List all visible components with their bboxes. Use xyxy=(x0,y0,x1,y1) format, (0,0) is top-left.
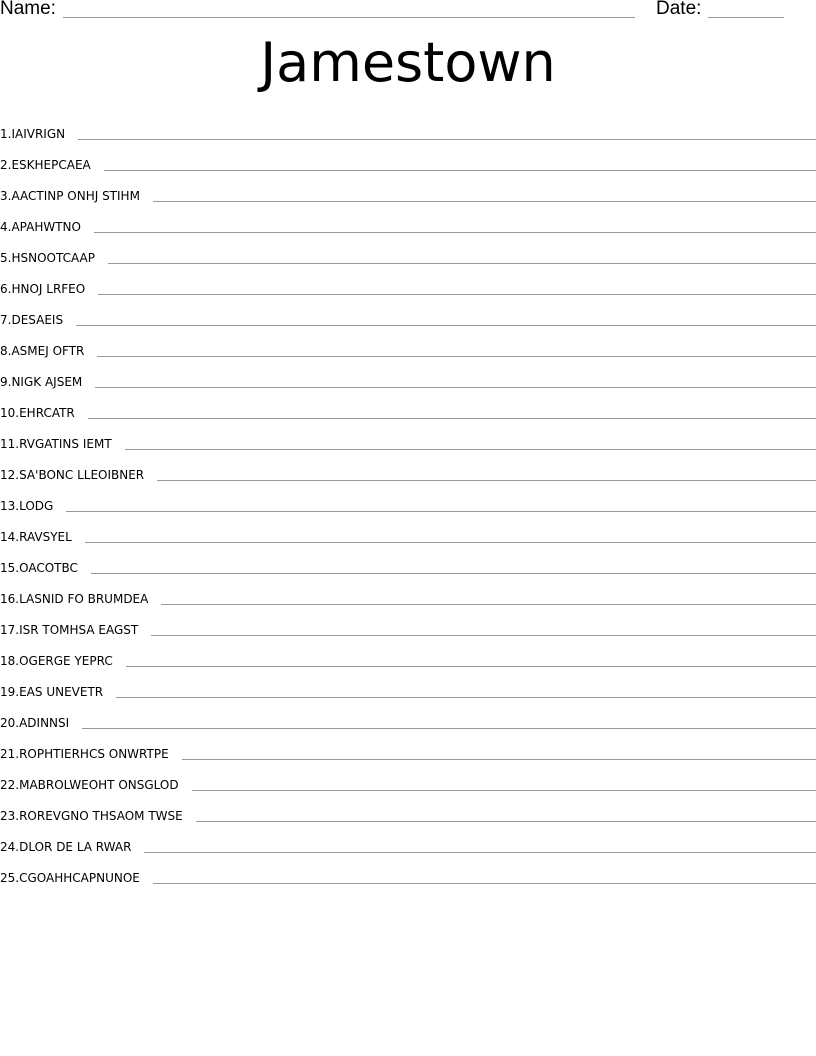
answer-line[interactable] xyxy=(94,232,816,233)
item-number: 13. xyxy=(0,499,20,513)
scrambled-word: LASNID FO BRUMDEA xyxy=(19,592,149,606)
scrambled-word: ROREVGNO THSAOM TWSE xyxy=(19,809,183,823)
scrambled-word: DLOR DE LA RWAR xyxy=(19,840,132,854)
scrambled-word: MABROLWEOHT ONSGLOD xyxy=(19,778,179,792)
answer-line[interactable] xyxy=(151,635,816,636)
answer-line[interactable] xyxy=(78,139,816,140)
scrambled-word: HNOJ LRFEO xyxy=(11,282,86,296)
item-number: 8. xyxy=(0,344,12,358)
list-item xyxy=(0,854,816,885)
header-row xyxy=(0,0,816,22)
list-item xyxy=(0,203,816,234)
list-item xyxy=(0,761,816,792)
list-item xyxy=(0,234,816,265)
list-item xyxy=(0,606,816,637)
item-number: 22. xyxy=(0,778,20,792)
list-item xyxy=(0,699,816,730)
scrambled-word: HSNOOTCAAP xyxy=(11,251,95,265)
answer-line[interactable] xyxy=(153,201,816,202)
scrambled-word: AACTINP ONHJ STIHM xyxy=(11,189,140,203)
answer-line[interactable] xyxy=(66,511,816,512)
scrambled-word: IAIVRIGN xyxy=(11,127,66,141)
item-number: 16. xyxy=(0,592,20,606)
item-number: 10. xyxy=(0,406,20,420)
scrambled-word: EAS UNEVETR xyxy=(19,685,104,699)
word-list xyxy=(0,110,816,885)
list-item xyxy=(0,265,816,296)
list-item xyxy=(0,358,816,389)
item-number: 17. xyxy=(0,623,20,637)
answer-line[interactable] xyxy=(85,542,816,543)
item-number: 23. xyxy=(0,809,20,823)
item-number: 18. xyxy=(0,654,20,668)
item-number: 9. xyxy=(0,375,12,389)
scrambled-word: SA'BONC LLEOIBNER xyxy=(19,468,145,482)
item-number: 12. xyxy=(0,468,20,482)
list-item xyxy=(0,513,816,544)
date-field-line[interactable] xyxy=(708,17,784,18)
list-item xyxy=(0,296,816,327)
answer-line[interactable] xyxy=(116,697,816,698)
answer-line[interactable] xyxy=(82,728,816,729)
scrambled-word: ASMEJ OFTR xyxy=(11,344,85,358)
item-number: 19. xyxy=(0,685,20,699)
scrambled-word: RAVSYEL xyxy=(19,530,72,544)
scrambled-word: ADINNSI xyxy=(19,716,70,730)
scrambled-word: ROPHTIERHCS ONWRTPE xyxy=(19,747,169,761)
answer-line[interactable] xyxy=(91,573,816,574)
answer-line[interactable] xyxy=(161,604,816,605)
item-number: 24. xyxy=(0,840,20,854)
item-number: 20. xyxy=(0,716,20,730)
item-number: 14. xyxy=(0,530,20,544)
scrambled-word: ISR TOMHSA EAGST xyxy=(19,623,139,637)
list-item xyxy=(0,451,816,482)
list-item xyxy=(0,792,816,823)
answer-line[interactable] xyxy=(76,325,816,326)
page-title: Jamestown xyxy=(260,31,556,94)
item-number: 1. xyxy=(0,127,12,141)
answer-line[interactable] xyxy=(108,263,816,264)
list-item xyxy=(0,637,816,668)
scrambled-word: APAHWTNO xyxy=(11,220,81,234)
item-number: 3. xyxy=(0,189,12,203)
list-item xyxy=(0,420,816,451)
scrambled-word: OACOTBC xyxy=(19,561,78,575)
scrambled-word: CGOAHHCAPNUNOE xyxy=(19,871,140,885)
list-item xyxy=(0,141,816,172)
item-number: 6. xyxy=(0,282,12,296)
answer-line[interactable] xyxy=(126,666,816,667)
list-item xyxy=(0,482,816,513)
answer-line[interactable] xyxy=(144,852,816,853)
answer-line[interactable] xyxy=(98,294,816,295)
scrambled-word: OGERGE YEPRC xyxy=(19,654,113,668)
name-field-line[interactable] xyxy=(63,17,635,18)
item-number: 11. xyxy=(0,437,20,451)
item-number: 21. xyxy=(0,747,20,761)
answer-line[interactable] xyxy=(95,387,816,388)
list-item xyxy=(0,575,816,606)
answer-line[interactable] xyxy=(157,480,816,481)
list-item xyxy=(0,389,816,420)
answer-line[interactable] xyxy=(125,449,816,450)
scrambled-word: ESKHEPCAEA xyxy=(11,158,91,172)
item-number: 15. xyxy=(0,561,20,575)
list-item xyxy=(0,544,816,575)
answer-line[interactable] xyxy=(192,790,816,791)
answer-line[interactable] xyxy=(196,821,816,822)
answer-line[interactable] xyxy=(153,883,816,884)
item-number: 5. xyxy=(0,251,12,265)
item-number: 25. xyxy=(0,871,20,885)
answer-line[interactable] xyxy=(182,759,816,760)
scrambled-word: NIGK AJSEM xyxy=(11,375,83,389)
list-item xyxy=(0,327,816,358)
item-number: 7. xyxy=(0,313,12,327)
scrambled-word: LODG xyxy=(19,499,54,513)
item-number: 2. xyxy=(0,158,12,172)
list-item xyxy=(0,172,816,203)
item-number: 4. xyxy=(0,220,12,234)
name-label: Name: xyxy=(0,0,56,19)
list-item xyxy=(0,668,816,699)
date-label: Date: xyxy=(656,0,702,19)
answer-line[interactable] xyxy=(97,356,816,357)
list-item xyxy=(0,730,816,761)
scrambled-word: EHRCATR xyxy=(19,406,75,420)
answer-line[interactable] xyxy=(104,170,816,171)
list-item xyxy=(0,110,816,141)
scrambled-word: DESAEIS xyxy=(11,313,64,327)
scrambled-word: RVGATINS IEMT xyxy=(19,437,112,451)
list-item xyxy=(0,823,816,854)
answer-line[interactable] xyxy=(88,418,816,419)
